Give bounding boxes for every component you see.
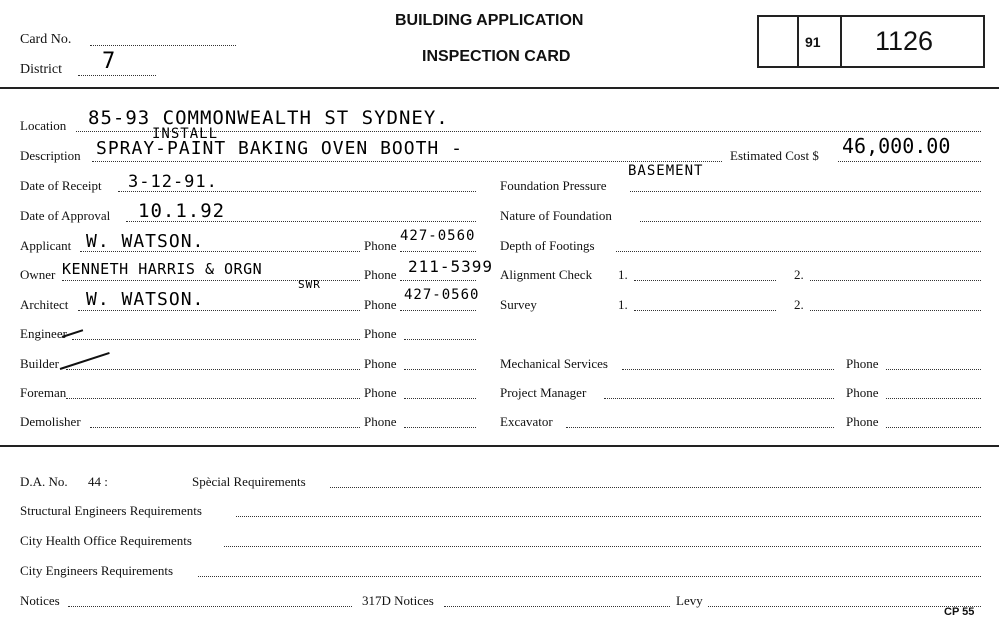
- middle-rule: [0, 445, 999, 447]
- engineer-line: [72, 339, 360, 340]
- date-approval-label: Date of Approval: [20, 208, 111, 223]
- description-note: INSTALL: [152, 126, 219, 142]
- special-requirements-line: [330, 487, 981, 488]
- engineer-phone-label: Phone: [364, 326, 397, 341]
- alignment-num-2: 2.: [794, 267, 804, 282]
- owner-phone-value: 211-5399: [408, 257, 494, 276]
- levy-label: Levy: [676, 593, 703, 608]
- alignment-line-2: [810, 280, 981, 281]
- mechanical-phone-line: [886, 369, 981, 370]
- architect-phone-label: Phone: [364, 297, 397, 312]
- foreman-line: [66, 398, 360, 399]
- estimated-cost-label: Estimated Cost $: [730, 148, 819, 163]
- demolisher-line: [90, 427, 360, 428]
- description-line: [92, 161, 722, 162]
- survey-num-2: 2.: [794, 297, 804, 312]
- notices-317d-line: [444, 606, 670, 607]
- structural-requirements-label: Structural Engineers Requirements: [20, 503, 202, 518]
- survey-num-1: 1.: [618, 297, 628, 312]
- notices-317d-label: 317D Notices: [362, 593, 434, 608]
- foundation-pressure-line: [630, 191, 981, 192]
- da-no-label: D.A. No.: [20, 474, 68, 489]
- city-engineers-line: [198, 576, 981, 577]
- mechanical-services-label: Mechanical Services: [500, 356, 608, 371]
- engineer-label: Engineer: [20, 326, 67, 341]
- depth-footings-line: [616, 251, 981, 252]
- applicant-label: Applicant: [20, 238, 72, 253]
- mechanical-phone-label: Phone: [846, 356, 879, 371]
- builder-phone-line: [404, 369, 476, 370]
- architect-line: [78, 310, 360, 311]
- applicant-phone-label: Phone: [364, 238, 397, 253]
- demolisher-label: Demolisher: [20, 414, 81, 429]
- excavator-label: Excavator: [500, 414, 553, 429]
- excavator-phone-label: Phone: [846, 414, 879, 429]
- architect-phone-line: [400, 310, 476, 311]
- date-receipt-label: Date of Receipt: [20, 178, 102, 193]
- owner-label: Owner: [20, 267, 56, 282]
- owner-note: SWR: [298, 278, 321, 291]
- notices-label: Notices: [20, 593, 60, 608]
- engineer-phone-line: [404, 339, 476, 340]
- date-receipt-value: 3-12-91.: [128, 172, 218, 192]
- description-note-2: BASEMENT: [628, 163, 704, 179]
- location-label: Location: [20, 118, 67, 133]
- form-code: CP 55: [944, 606, 975, 618]
- project-manager-label: Project Manager: [500, 385, 587, 400]
- location-value: 85-93 COMMONWEALTH ST SYDNEY.: [88, 107, 449, 129]
- district-value: 7: [102, 49, 117, 74]
- architect-phone-value: 427-0560: [404, 287, 480, 303]
- title-line-1: BUILDING APPLICATION: [395, 12, 584, 29]
- alignment-num-1: 1.: [618, 267, 628, 282]
- project-manager-line: [604, 398, 834, 399]
- excavator-phone-line: [886, 427, 981, 428]
- demolisher-phone-line: [404, 427, 476, 428]
- special-requirements-label: Spècial Requirements: [192, 474, 306, 489]
- project-manager-phone-line: [886, 398, 981, 399]
- nature-foundation-line: [640, 221, 981, 222]
- health-requirements-line: [224, 546, 981, 547]
- demolisher-phone-label: Phone: [364, 414, 397, 429]
- estimated-cost-line: [838, 161, 981, 162]
- alignment-check-label: Alignment Check: [500, 267, 593, 282]
- box-divider-1: [797, 15, 799, 68]
- card-number-box: [757, 15, 985, 68]
- da-no-value: 44 :: [88, 474, 108, 489]
- depth-footings-label: Depth of Footings: [500, 238, 595, 253]
- notices-line: [68, 606, 352, 607]
- owner-value: KENNETH HARRIS & ORGN: [62, 260, 263, 278]
- applicant-value: W. WATSON.: [86, 231, 205, 252]
- card-no-label: Card No.: [20, 32, 72, 47]
- builder-line: [66, 369, 360, 370]
- applicant-phone-value: 427-0560: [400, 228, 476, 244]
- foreman-phone-label: Phone: [364, 385, 397, 400]
- survey-label: Survey: [500, 297, 537, 312]
- levy-line: [708, 606, 981, 607]
- architect-value: W. WATSON.: [86, 289, 205, 310]
- alignment-line-1: [634, 280, 776, 281]
- foreman-phone-line: [404, 398, 476, 399]
- header-rule: [0, 87, 999, 89]
- survey-line-1: [634, 310, 776, 311]
- structural-requirements-line: [236, 516, 981, 517]
- builder-phone-label: Phone: [364, 356, 397, 371]
- box-prefix: 91: [805, 34, 821, 50]
- excavator-line: [566, 427, 834, 428]
- description-value: SPRAY-PAINT BAKING OVEN BOOTH -: [96, 138, 463, 159]
- project-manager-phone-label: Phone: [846, 385, 879, 400]
- survey-line-2: [810, 310, 981, 311]
- box-divider-2: [840, 15, 842, 68]
- architect-label: Architect: [20, 297, 69, 312]
- owner-phone-line: [400, 280, 476, 281]
- district-line: [78, 75, 156, 76]
- applicant-phone-line: [400, 251, 476, 252]
- city-engineers-label: City Engineers Requirements: [20, 563, 174, 578]
- description-label: Description: [20, 148, 81, 163]
- estimated-cost-value: 46,000.00: [842, 134, 951, 158]
- nature-foundation-label: Nature of Foundation: [500, 208, 612, 223]
- health-requirements-label: City Health Office Requirements: [20, 533, 192, 548]
- owner-phone-label: Phone: [364, 267, 397, 282]
- builder-label: Builder: [20, 356, 59, 371]
- mechanical-services-line: [622, 369, 834, 370]
- district-label: District: [20, 62, 62, 77]
- builder-dash-mark: [60, 352, 110, 370]
- foreman-label: Foreman: [20, 385, 67, 400]
- foundation-pressure-label: Foundation Pressure: [500, 178, 607, 193]
- box-number: 1126: [875, 26, 934, 56]
- title-line-2: INSPECTION CARD: [422, 48, 571, 65]
- date-approval-value: 10.1.92: [138, 200, 226, 222]
- card-no-line: [90, 45, 236, 46]
